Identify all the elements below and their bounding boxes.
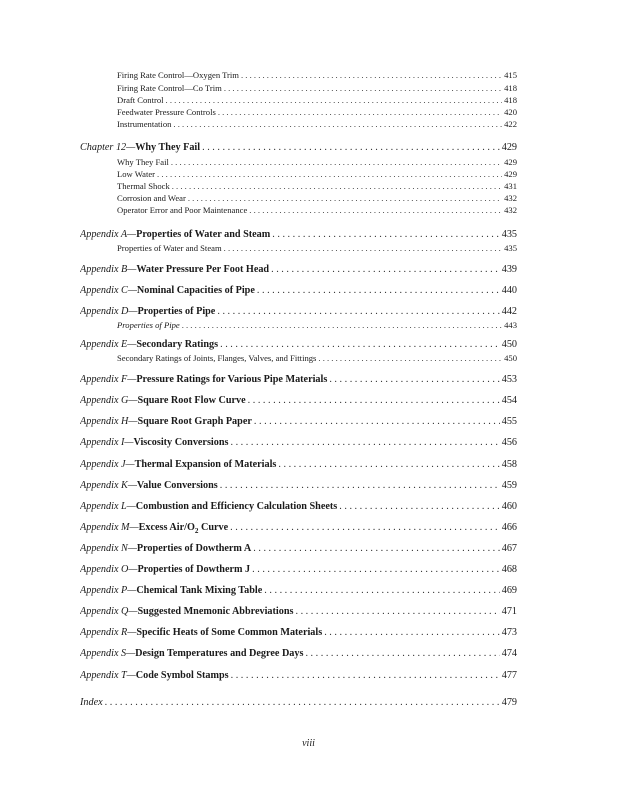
leader-dots: [157, 169, 502, 179]
leader-dots: [295, 606, 499, 617]
leader-dots: [224, 83, 502, 93]
leader-dots: [173, 119, 502, 129]
leader-dots: [252, 564, 500, 575]
leader-dots: [182, 320, 502, 330]
leader-dots: [272, 229, 499, 240]
leader-dots: [278, 459, 499, 470]
leader-dots: [241, 70, 502, 80]
toc-appendix-g: Appendix G—Square Root Flow Curve . . . 454: [80, 395, 517, 406]
leader-dots: [220, 339, 500, 350]
leader-dots: [166, 95, 503, 105]
leader-dots: [253, 543, 499, 554]
toc-appendix-m: Appendix M—Excess Air/$O_2$ Curve . . . 466: [80, 522, 517, 533]
toc-entry: Properties of Water and Steam . . . 435: [117, 243, 517, 253]
toc-entry: Why They Fail . . . 429: [117, 157, 517, 167]
toc-appendix-q: Appendix Q—Suggested Mnemonic Abbreviations . . . 471: [80, 606, 517, 617]
toc-entry: Operator Error and Poor Maintenance . . . 432: [117, 205, 517, 215]
leader-dots: [105, 697, 500, 708]
leader-dots: [248, 395, 500, 406]
toc-appendix-n: Appendix N—Properties of Dowtherm A . . . 467: [80, 543, 517, 554]
toc-index: Index . . . 479: [80, 697, 517, 708]
toc-entry: Firing Rate Control—Co Trim . . . 418: [117, 83, 517, 93]
toc-appendix-s: Appendix S—Design Temperatures and Degree Days . . . 474: [80, 648, 517, 659]
toc-appendix-j: Appendix J—Thermal Expansion of Materials . . . 458: [80, 459, 517, 470]
toc-appendix-o: Appendix O—Properties of Dowtherm J . . . 468: [80, 564, 517, 575]
leader-dots: [231, 670, 500, 681]
leader-dots: [188, 193, 502, 203]
toc-appendix-r: Appendix R—Specific Heats of Some Common Materials . . . 473: [80, 627, 517, 638]
toc-appendix-k: Appendix K—Value Conversions . . . 459: [80, 480, 517, 491]
toc-appendix-l: Appendix L—Combustion and Efficiency Calculation Sheets . . . 460: [80, 501, 517, 512]
leader-dots: [230, 522, 500, 533]
toc-appendix-t: Appendix T—Code Symbol Stamps . . . 477: [80, 670, 517, 681]
toc-appendix-i: Appendix I—Viscosity Conversions . . . 456: [80, 437, 517, 448]
toc-entry: Properties of Pipe . . . 443: [117, 320, 517, 330]
toc-appendix-d: Appendix D—Properties of Pipe . . . 442: [80, 306, 517, 317]
toc-appendix-e: Appendix E—Secondary Ratings . . . 450: [80, 339, 517, 350]
leader-dots: [254, 416, 500, 427]
toc-entry: Secondary Ratings of Joints, Flanges, Valves, and Fittings . . . 450: [117, 353, 517, 363]
leader-dots: [249, 205, 502, 215]
toc-appendix-c: Appendix C—Nominal Capacities of Pipe . . . 440: [80, 285, 517, 296]
leader-dots: [324, 627, 500, 638]
leader-dots: [318, 353, 502, 363]
page-number: viii: [302, 738, 315, 749]
leader-dots: [257, 285, 500, 296]
leader-dots: [329, 374, 499, 385]
toc-appendix-b: Appendix B—Water Pressure Per Foot Head . . . 439: [80, 264, 517, 275]
leader-dots: [224, 243, 502, 253]
leader-dots: [172, 181, 502, 191]
toc-entry: Feedwater Pressure Controls . . . 420: [117, 107, 517, 117]
leader-dots: [339, 501, 499, 512]
toc-entry: Draft Control . . . 418: [117, 95, 517, 105]
leader-dots: [171, 157, 502, 167]
leader-dots: [217, 306, 499, 317]
leader-dots: [202, 142, 500, 153]
toc-entry: Instrumentation . . . 422: [117, 119, 517, 129]
toc-entry: Low Water . . . 429: [117, 169, 517, 179]
leader-dots: [264, 585, 499, 596]
toc-appendix-p: Appendix P—Chemical Tank Mixing Table . . . 469: [80, 585, 517, 596]
leader-dots: [271, 264, 500, 275]
toc-chapter-12: Chapter 12—Why They Fail . . . 429: [80, 142, 517, 153]
toc-entry: Firing Rate Control—Oxygen Trim . . . 415: [117, 70, 517, 80]
leader-dots: [305, 648, 499, 659]
toc-appendix-f: Appendix F—Pressure Ratings for Various Pipe Materials . . . 453: [80, 374, 517, 385]
leader-dots: [218, 107, 502, 117]
toc-appendix-a: Appendix A—Properties of Water and Steam . . . 435: [80, 229, 517, 240]
toc-entry: Corrosion and Wear . . . 432: [117, 193, 517, 203]
toc-entry: Thermal Shock . . . 431: [117, 181, 517, 191]
toc-appendix-h: Appendix H—Square Root Graph Paper . . . 455: [80, 416, 517, 427]
leader-dots: [230, 437, 499, 448]
leader-dots: [220, 480, 500, 491]
